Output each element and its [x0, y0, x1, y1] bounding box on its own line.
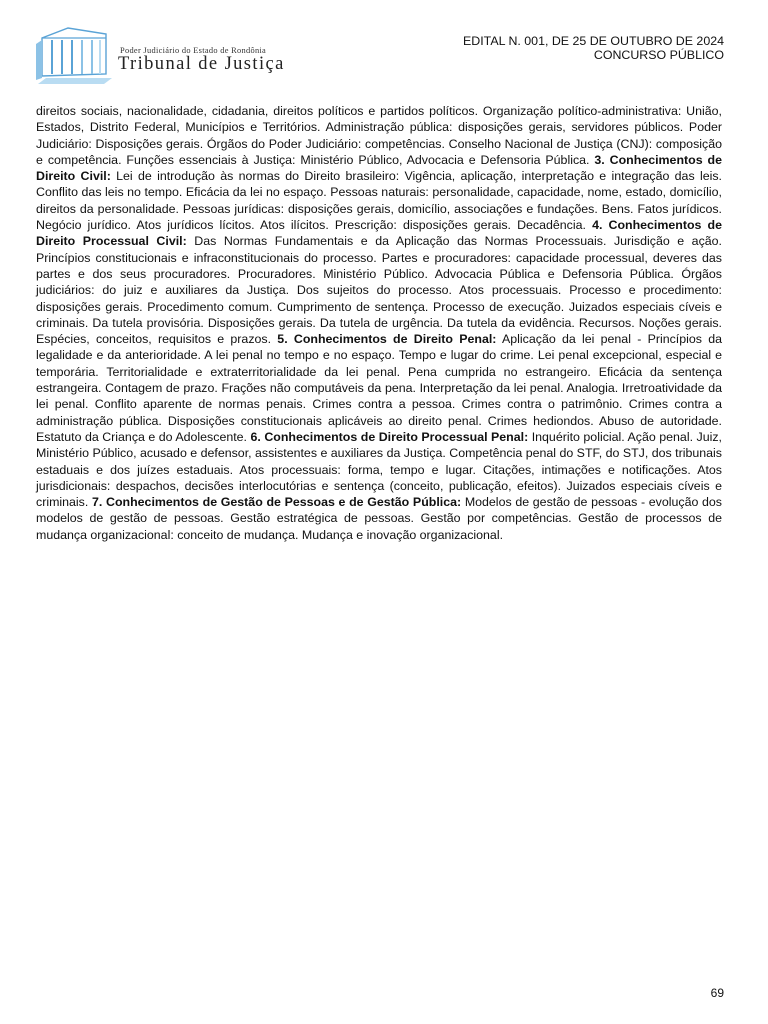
section-heading-4: 4. Conhecimentos de Direito Processual Civil:	[36, 218, 722, 249]
edital-subtitle: CONCURSO PÚBLICO	[593, 48, 724, 62]
syllabus-text	[36, 103, 722, 543]
logo-subtitle: Poder Judiciário do Estado de Rondônia	[120, 46, 267, 55]
text-segment: Modelos de gestão de pessoas - evolução dos modelos de gestão de pessoas. Gestão estratégica de pessoas. Gestão por competências. Gestão de processos de mudança organizacional: conceito de mudança. Mudança e inovação organizacional.	[36, 495, 723, 542]
text-segment: direitos sociais, nacionalidade, cidadania, direitos políticos e partidos políticos. Organização político-administrativa: União, Estados, Distrito Federal, Municípios e Territórios. Administração pública: disposições gerais, servidores públicos. Poder Judiciário: Disposições gerais. Órgãos do Poder Judiciário: competências. Conselho Nacional de Justiça (CNJ): composição e competência. Funções essenciais à Justiça: Ministério Público, Advocacia e Defensoria Pública.	[36, 104, 722, 167]
logo-title: Tribunal de Justiça	[118, 54, 285, 74]
section-heading-5: 5. Conhecimentos de Direito Penal:	[277, 332, 497, 347]
section-heading-6: 6. Conhecimentos de Direito Processual Penal:	[250, 429, 529, 444]
edital-number: EDITAL N. 001, DE 25 DE OUTUBRO DE 2024	[463, 34, 724, 48]
text-segment: Lei de introdução às normas do Direito brasileiro: Vigência, aplicação, interpretação e integração das leis. Conflito das leis no tempo. Eficácia da lei no espaço. Pessoas naturais: personalidade, capacidade, nome, estado, domicílio, direitos da personalidade. Pessoas jurídicas: disposições gerais, domicílio, associações e fundações. Bens. Fatos jurídicos. Negócio jurídico. Atos jurídicos lícitos. Atos ilícitos. Prescrição: disposições gerais. Decadência.	[36, 169, 722, 233]
page-header	[0, 0, 768, 100]
section-heading-7: 7. Conhecimentos de Gestão de Pessoas e de Gestão Pública:	[92, 495, 462, 510]
tribunal-logo	[34, 24, 314, 88]
page-number: 69	[710, 986, 724, 1000]
edital-info	[364, 34, 724, 62]
section-heading-3: 3. Conhecimentos de Direito Civil:	[36, 152, 722, 184]
building-emblem-icon	[34, 24, 118, 88]
text-segment: Aplicação da lei penal - Princípios da legalidade e da anterioridade. A lei penal no tempo e no espaço. Tempo e lugar do crime. Lei penal excepcional, especial e temporária. Territorialidade e extraterritorialidade da lei penal. Pena cumprida no estrangeiro. Eficácia da sentença estrangeira. Contagem de prazo. Frações não computáveis da pena. Interpretação da lei penal. Analogia. Irretroatividade da lei penal. Conflito aparente de normas penais. Crimes contra a pessoa. Crimes contra o patrimônio. Crimes contra a administração pública. Disposições constitucionais aplicáveis ao direito penal. Crimes hediondos. Abuso de autoridade. Estatuto da Criança e do Adolescente.	[36, 332, 722, 444]
text-segment: Das Normas Fundamentais e da Aplicação das Normas Processuais. Jurisdição e ação. Princípios constitucionais e infraconstitucionais do processo. Partes e procuradores: capacidade processual, deveres das partes e dos seus procuradores. Procuradores. Ministério Público. Advocacia Pública e Defensoria Pública. Órgãos judiciários: do juiz e auxiliares da Justiça. Dos sujeitos do processo. Atos processuais. Processo e procedimento: disposições gerais. Procedimento comum. Cumprimento de sentença. Processo de execução. Juizados especiais cíveis e criminais. Da tutela provisória. Disposições gerais. Da tutela de urgência. Da tutela da evidência. Recursos. Noções gerais. Espécies, conceitos, requisitos e prazos.	[36, 234, 722, 347]
text-segment: Inquérito policial. Ação penal. Juiz, Ministério Público, acusado e defensor, assistentes e auxiliares da Justiça. Competência penal do STF, do STJ, dos tribunais estaduais e dos juízes estaduais. Atos processuais: forma, tempo e lugar. Citações, intimações e notificações. Atos jurisdicionais: despachos, decisões interlocutórias e sentença (conceito, publicação, efeitos). Juizados especiais cíveis e criminais.	[36, 429, 722, 510]
